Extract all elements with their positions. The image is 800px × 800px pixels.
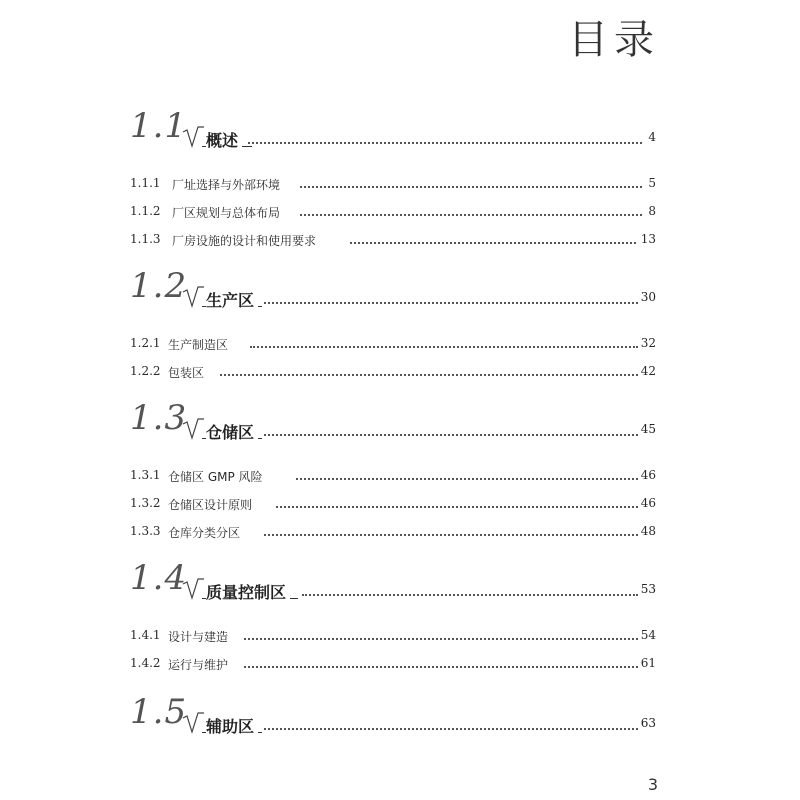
toc-entry[interactable] bbox=[130, 652, 656, 680]
entry-text: 运行与维护 bbox=[168, 656, 232, 673]
toc-entry[interactable] bbox=[130, 360, 656, 388]
section-page: 4 bbox=[648, 130, 656, 144]
entry-text: 仓库分类分区 bbox=[168, 524, 244, 541]
toc-entry[interactable] bbox=[130, 332, 656, 360]
toc-section-heading[interactable] bbox=[130, 398, 656, 444]
section-label: 辅助区 bbox=[206, 714, 258, 737]
entry-page: 61 bbox=[640, 656, 656, 670]
section-label: 仓储区 bbox=[206, 420, 258, 443]
section-label: 概述 bbox=[206, 128, 242, 151]
radical-check-icon bbox=[182, 126, 204, 148]
leader-dots bbox=[264, 534, 638, 536]
radical-check-icon bbox=[182, 286, 204, 308]
leader-dots bbox=[264, 302, 638, 304]
leader-dots bbox=[244, 638, 638, 640]
entry-number: 1.2.1 bbox=[130, 336, 161, 350]
leader-dots bbox=[248, 142, 642, 144]
entry-number: 1.1.3 bbox=[130, 232, 161, 246]
leader-dots bbox=[300, 214, 642, 216]
toc-entry[interactable] bbox=[130, 464, 656, 492]
toc-entry[interactable] bbox=[130, 492, 656, 520]
entry-number: 1.3.3 bbox=[130, 524, 161, 538]
toc-section bbox=[130, 106, 656, 256]
leader-dots bbox=[244, 666, 638, 668]
section-number: 1.1 bbox=[130, 106, 188, 146]
entry-text: 厂址选择与外部环境 bbox=[172, 176, 284, 193]
section-number: 1.5 bbox=[130, 692, 188, 732]
entry-text: 包装区 bbox=[168, 364, 208, 381]
entry-page: 54 bbox=[640, 628, 656, 642]
section-number: 1.4 bbox=[130, 558, 188, 598]
toc-section-heading[interactable] bbox=[130, 558, 656, 604]
entry-text: 仓储区 GMP 风险 bbox=[168, 468, 267, 485]
section-label: 生产区 bbox=[206, 288, 258, 311]
entry-number: 1.3.2 bbox=[130, 496, 161, 510]
entry-page: 5 bbox=[648, 176, 656, 190]
section-number: 1.2 bbox=[130, 266, 188, 306]
toc-section bbox=[130, 692, 656, 738]
section-label: 质量控制区 bbox=[206, 580, 290, 603]
leader-dots bbox=[300, 186, 642, 188]
section-page: 45 bbox=[640, 422, 656, 436]
entry-page: 13 bbox=[640, 232, 656, 246]
page-number: 3 bbox=[647, 775, 658, 794]
leader-dots bbox=[296, 478, 638, 480]
leader-dots bbox=[250, 346, 638, 348]
toc-section-heading[interactable] bbox=[130, 266, 656, 312]
section-page: 63 bbox=[640, 716, 656, 730]
toc-entry[interactable] bbox=[130, 624, 656, 652]
entry-number: 1.4.1 bbox=[130, 628, 161, 642]
toc-entry[interactable] bbox=[130, 228, 656, 256]
toc-entry[interactable] bbox=[130, 200, 656, 228]
entry-page: 8 bbox=[648, 204, 656, 218]
toc-section bbox=[130, 558, 656, 680]
leader-dots bbox=[264, 728, 638, 730]
radical-check-icon bbox=[182, 712, 204, 734]
toc-entry[interactable] bbox=[130, 520, 656, 548]
toc-section-heading[interactable] bbox=[130, 692, 656, 738]
toc-entry[interactable] bbox=[130, 172, 656, 200]
radical-check-icon bbox=[182, 578, 204, 600]
entry-text: 仓储区设计原则 bbox=[168, 496, 256, 513]
entry-text: 设计与建造 bbox=[168, 628, 232, 645]
entry-number: 1.1.1 bbox=[130, 176, 161, 190]
entry-page: 46 bbox=[640, 496, 656, 510]
toc-section bbox=[130, 266, 656, 388]
entry-text: 厂房设施的设计和使用要求 bbox=[172, 232, 320, 249]
entry-text: 厂区规划与总体布局 bbox=[172, 204, 284, 221]
entry-page: 42 bbox=[640, 364, 656, 378]
leader-dots bbox=[264, 434, 638, 436]
toc-section bbox=[130, 398, 656, 548]
entry-number: 1.2.2 bbox=[130, 364, 161, 378]
section-number: 1.3 bbox=[130, 398, 188, 438]
entry-page: 46 bbox=[640, 468, 656, 482]
leader-dots bbox=[302, 594, 638, 596]
page-title: 目录 bbox=[568, 17, 660, 63]
entry-number: 1.3.1 bbox=[130, 468, 161, 482]
entry-page: 48 bbox=[640, 524, 656, 538]
entry-number: 1.1.2 bbox=[130, 204, 161, 218]
toc-section-heading[interactable] bbox=[130, 106, 656, 152]
entry-number: 1.4.2 bbox=[130, 656, 161, 670]
radical-check-icon bbox=[182, 418, 204, 440]
section-page: 30 bbox=[640, 290, 656, 304]
section-page: 53 bbox=[640, 582, 656, 596]
entry-page: 32 bbox=[640, 336, 656, 350]
leader-dots bbox=[276, 506, 638, 508]
entry-text: 生产制造区 bbox=[168, 336, 232, 353]
leader-dots bbox=[220, 374, 638, 376]
leader-dots bbox=[350, 242, 636, 244]
